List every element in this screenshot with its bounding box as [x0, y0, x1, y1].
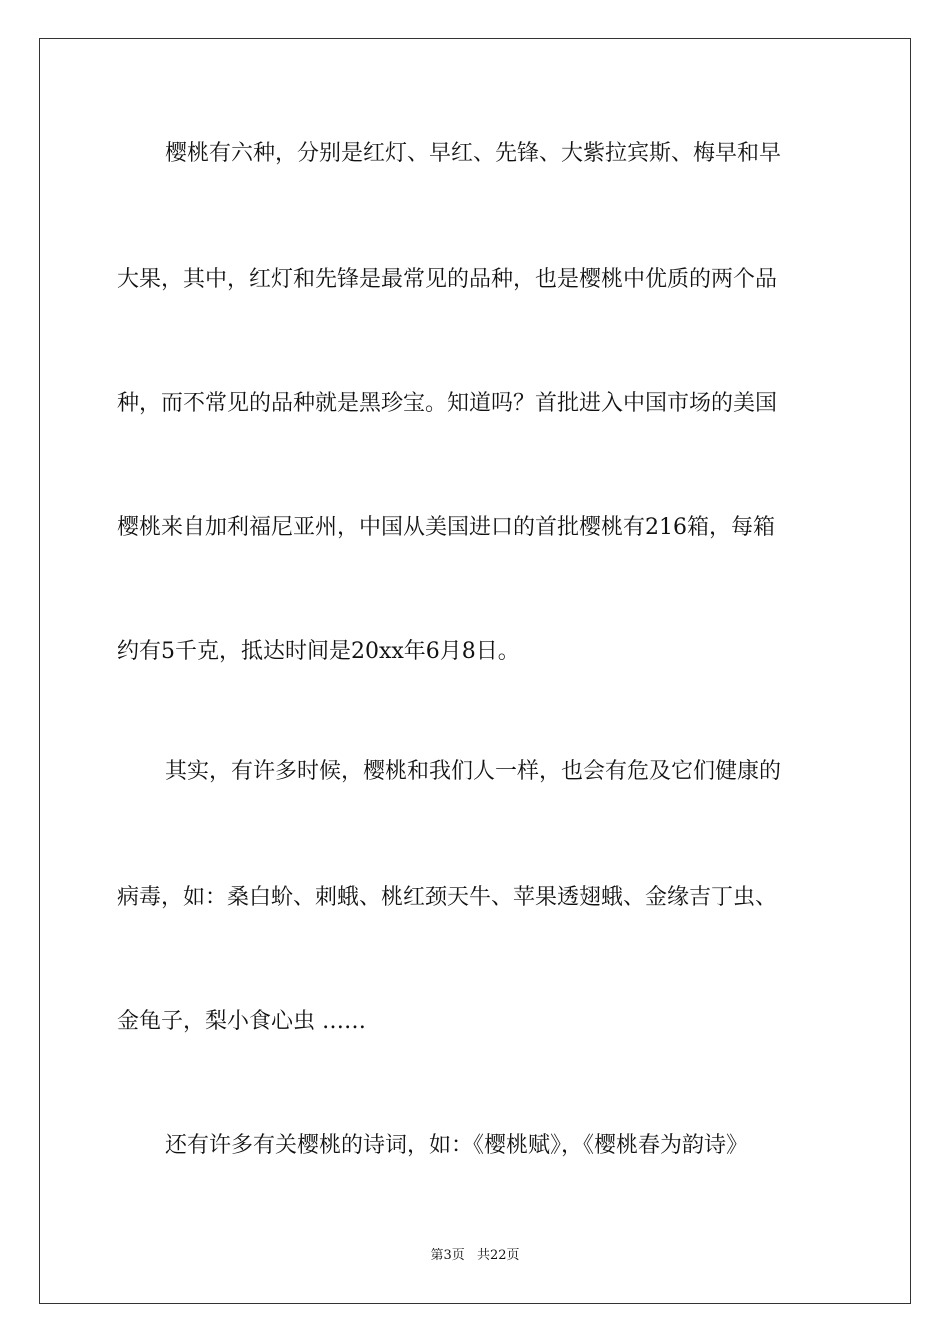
paragraph-1-line-1: 樱桃有六种，分别是红灯、早红、先锋、大紫拉宾斯、梅早和早	[165, 141, 782, 166]
paragraph-2-line-1: 其实，有许多时候，樱桃和我们人一样，也会有危及它们健康的	[165, 759, 782, 784]
paragraph-2-line-3: 金龟子，梨小食心虫 ……	[117, 1009, 366, 1034]
paragraph-3-line-1: 还有许多有关樱桃的诗词，如：《樱桃赋》，《樱桃春为韵诗》	[165, 1133, 749, 1158]
total-page-count: 共22页	[476, 1248, 520, 1263]
paragraph-2-line-2: 病毒，如：桑白蚧、刺蛾、桃红颈天牛、苹果透翅蛾、金缘吉丁虫、	[117, 885, 778, 910]
paragraph-1-line-5: 约有5千克，抵达时间是20xx年6月8日。	[117, 639, 520, 664]
current-page-number: 第3页	[430, 1248, 465, 1263]
page-footer	[0, 1247, 950, 1265]
paragraph-1-line-4: 樱桃来自加利福尼亚州，中国从美国进口的首批樱桃有216箱，每箱	[117, 515, 775, 540]
paragraph-1-line-2: 大果，其中，红灯和先锋是最常见的品种，也是樱桃中优质的两个品	[117, 267, 778, 292]
paragraph-1-line-3: 种，而不常见的品种就是黑珍宝。知道吗？首批进入中国市场的美国	[117, 391, 778, 416]
